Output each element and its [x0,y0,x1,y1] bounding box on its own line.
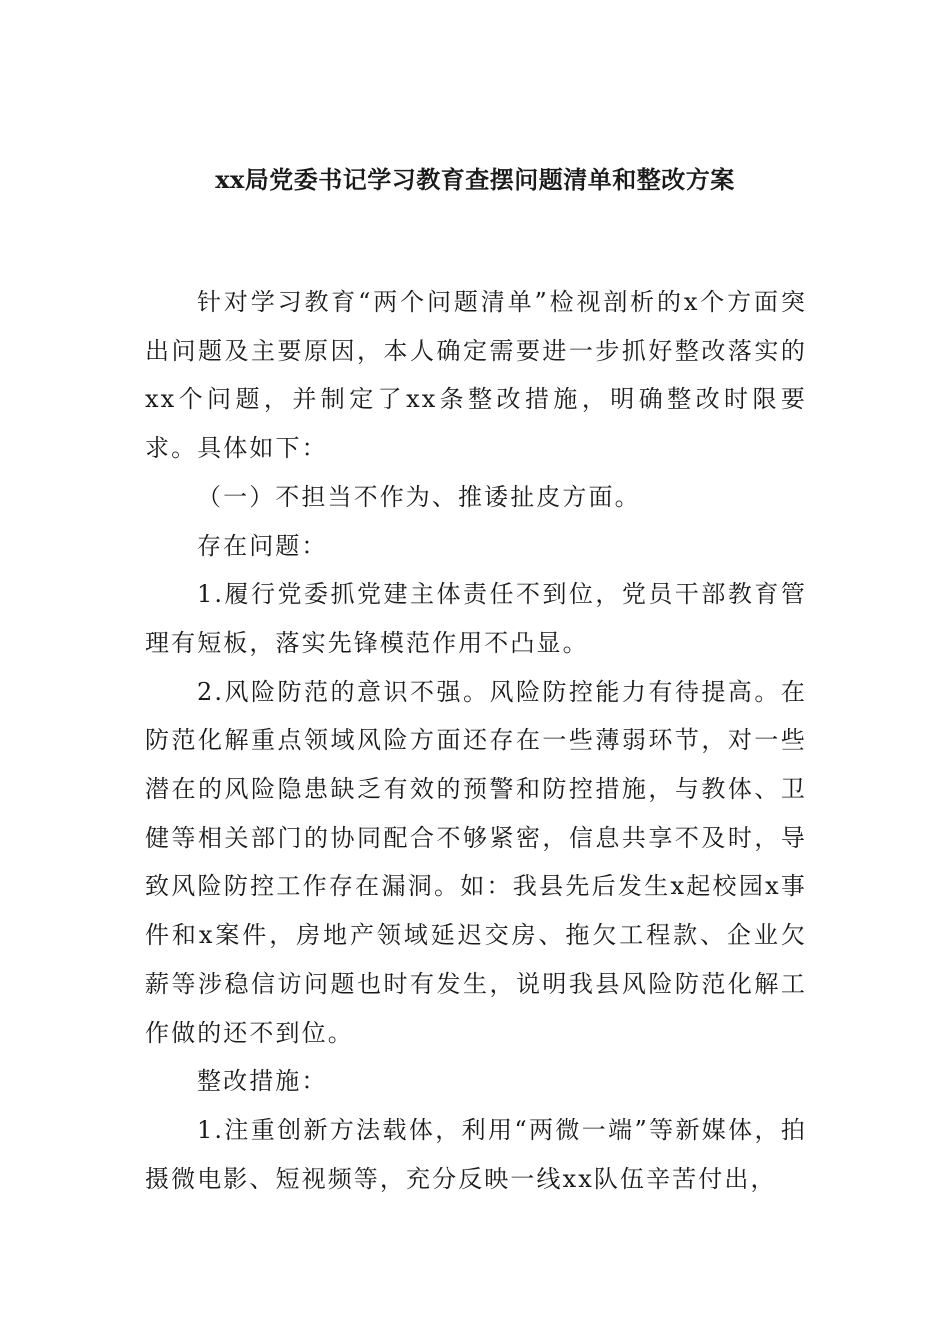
paragraph-problem-1: 1.履行党委抓党建主体责任不到位，党员干部教育管理有短板，落实先锋模范作用不凸显。 [145,580,807,657]
paragraph-intro: 针对学习教育“两个问题清单”检视剖析的x个方面突出问题及主要原因，本人确定需要进一步抓好整改落实的xx个问题，并制定了xx条整改措施，明确整改时限要求。具体如下： [145,288,807,463]
paragraph-measures-label: 整改措施： [197,1067,328,1096]
document-title: xx局党委书记学习教育查摆问题清单和整改方案 [215,165,735,194]
paragraph-problem-2: 2.风险防范的意识不强。风险防控能力有待提高。在防范化解重点领域风险方面还存在一些薄弱环节，对一些潜在的风险隐患缺乏有效的预警和防控措施，与教体、卫健等相关部门的协同配合不够紧密，信息共享不及时，导致风险防控工作存在漏洞。如：我县先后发生x起校园x事件和x案件，房地产领域延迟交房、拖欠工程款、企业欠薪等涉稳信访问题也时有发生，说明我县风险防范化解工作做的还不到位。 [145,677,807,1047]
document-body [145,278,807,1203]
paragraph-problems-label: 存在问题： [197,531,328,560]
paragraph-measure-1: 1.注重创新方法载体，利用“两微一端”等新媒体，拍摄微电影、短视频等，充分反映一线xx队伍辛苦付出， [145,1115,807,1193]
paragraph-section-heading: （一）不担当不作为、推诿扯皮方面。 [197,482,641,511]
